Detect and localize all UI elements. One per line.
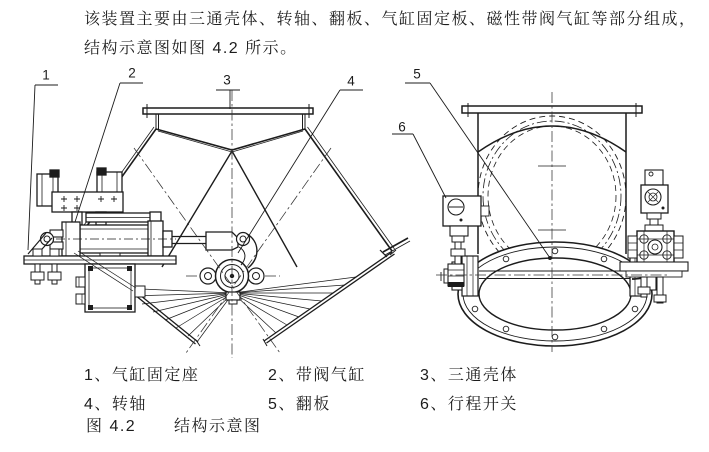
legend-item: 5、翻板	[268, 396, 331, 413]
paragraph-line: 结构示意图如图 4.2 所示。	[84, 40, 298, 57]
leader-6	[392, 134, 446, 198]
callout-label-1: 1	[42, 67, 50, 83]
callout-label-6: 6	[398, 119, 406, 135]
legend-item: 2、带阀气缸	[268, 367, 366, 384]
figure-title: 结构示意图	[174, 418, 262, 435]
callout-label-5: 5	[413, 66, 421, 82]
legend-item: 6、行程开关	[420, 396, 518, 413]
legend-item: 3、三通壳体	[420, 367, 518, 384]
leader-5-dot	[548, 256, 552, 260]
crank-linkage	[168, 232, 257, 268]
figure-number: 图 4.2	[86, 418, 137, 435]
outlet-flange	[458, 242, 652, 346]
legend-item: 1、气缸固定座	[84, 367, 200, 384]
leader-3	[216, 90, 240, 109]
leader-1	[28, 85, 58, 250]
paragraph-line: 该装置主要由三通壳体、转轴、翻板、气缸固定板、磁性带阀气缸等部分组成，	[84, 11, 697, 28]
callout-label-4: 4	[347, 73, 355, 89]
right-outlet-rim	[263, 250, 396, 346]
callout-label-2: 2	[128, 65, 136, 81]
legend-item: 4、转轴	[84, 396, 147, 413]
callout-label-3: 3	[223, 72, 231, 88]
front-view-drawing	[24, 104, 396, 346]
side-view-drawing	[380, 103, 688, 346]
